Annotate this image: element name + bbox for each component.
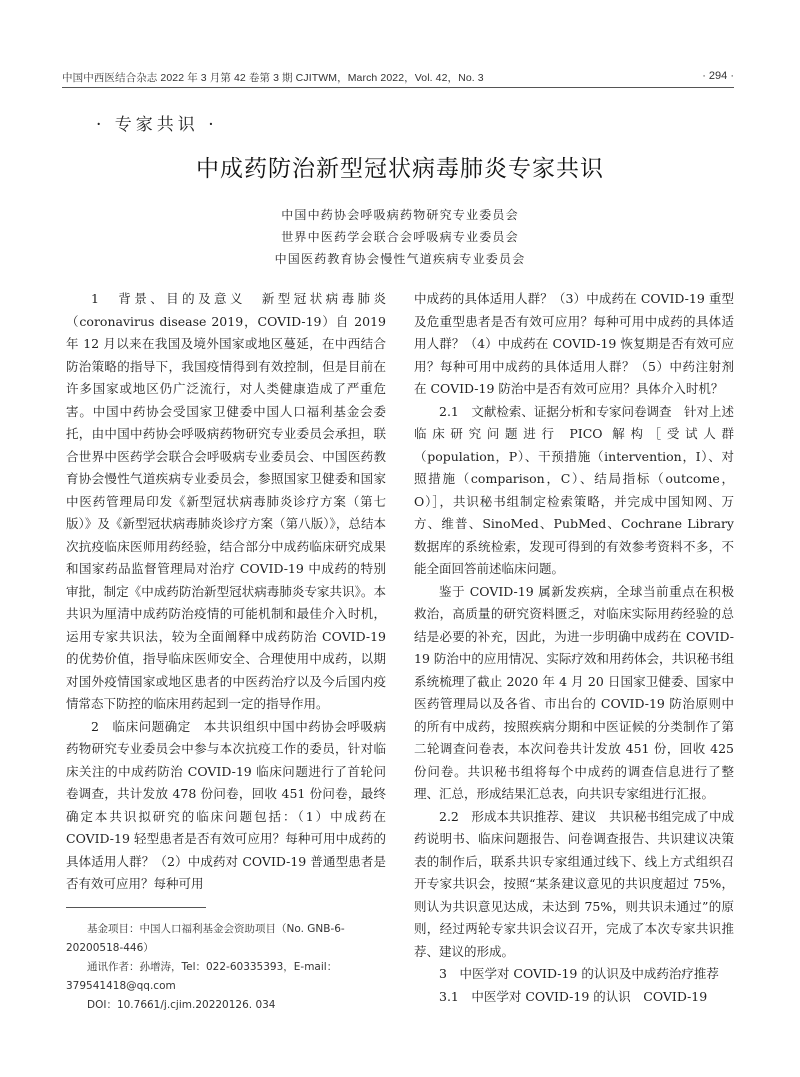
footnote-funding: 基金项目：中国人口福利基金会资助项目（No. GNB-6-20200518-446） [66, 923, 345, 954]
footnote-corresponding-author: 通讯作者：孙增涛，Tel：022-60335393，E-mail：379541418@qq.com [66, 961, 338, 992]
paragraph-survey: 鉴于 COVID-19 属新发疾病，全球当前重点在积极救治，高质量的研究资料匮乏，对临床实际用药经验的总结是必要的补充，因此，为进一步明确中成药在 COVID-19 防治中的应用情况、实际疗效和用药体会，共识秘书组系统梳理了截止 2020 年 4 月 20 日国家卫健委、国家中医药管理局以及各省、市出台的 COVID-19 防治原则中的所有中成药，按照疾病分期和中医证候的分类制作了第二轮调查问卷表，本次问卷共计发放 451 份，回收 425 份问卷。共识秘书组将每个中成药的调查信息进行了整理、汇总，形成结果汇总表，向共识专家组进行汇报。 [414, 583, 734, 801]
paragraph-questions-continued: 中成药的具体适用人群？（3）中成药在 COVID-19 重型及危重型患者是否有效可应用？每种可用中成药的具体适用人群？（4）中成药在 COVID-19 恢复期是否有效可应用？每种可用中成药的具体适用人群？（5）中药注射剂在 COVID-19 防治中是否有效可应用？具体介入时机？ [414, 291, 734, 396]
section-heading-3-1: 3.1 中医学对 COVID-19 的认识 COVID-19 [439, 988, 708, 1004]
footnotes [66, 920, 386, 1015]
organization-1: 中国中药协会呼吸病药物研究专业委员会 [281, 208, 519, 222]
organization-2: 世界中医药学会联合会呼吸病专业委员会 [281, 230, 519, 244]
paragraph-literature-search: 2.1 文献检索、证据分析和专家问卷调查 针对上述临床研究问题进行 PICO 解构［受试人群（population，P）、干预措施（intervention，I）、对照措施（comparison，C）、结局指标（outcome，O）］，共识秘书组制定检索策略，并完成中国知网、万方、维普、SinoMed、PubMed、Cochrane Library 数据库的系统检索，发现可得到的有效参考资料不多，不能全面回答前述临床问题。 [414, 403, 734, 576]
paragraph-consensus-formation: 2.2 形成本共识推荐、建议 共识秘书组完成了中成药说明书、临床问题报告、问卷调查报告、共识建议决策表的制作后，联系共识专家组通过线下、线上方式组织召开专家共识会，按照“某条建议意见的共识度超过 75%，则认为共识意见达成，未达到 75%，则共识未通过”的原则，经过两轮专家共识会议召开，完成了本次专家共识推荐、建议的形成。 [414, 808, 734, 959]
page-number: · 294 · [702, 70, 734, 82]
section-heading-3: 3 中医学对 COVID-19 的认识及中成药治疗推荐 [439, 966, 719, 981]
journal-header: 中国中西医结合杂志 2022 年 3 月第 42 卷第 3 期 CJITWM，March 2022，Vol. 42，No. 3 [62, 72, 484, 84]
footnote-doi: DOI：10.7661/j.cjim.20220126. 034 [87, 999, 276, 1011]
paragraph-clinical-questions: 2 临床问题确定 本共识组织中国中药协会呼吸病药物研究专业委员会中参与本次抗疫工作的委员，针对临床关注的中成药防治 COVID-19 临床问题进行了首轮问卷调查，共计发放 478 份问卷，回收 451 份问卷，最终确定本共识拟研究的临床问题包括：（1）中成药在 COVID-19 轻型患者是否有效可应用？每种可用中成药的具体适用人群？（2）中成药对 COVID-19 普通型患者是否有效可应用？每种可用 [66, 718, 386, 891]
section-tag: · 专家共识 · [96, 115, 218, 135]
right-column [414, 288, 734, 1008]
left-column [66, 288, 386, 896]
paragraph-background: 1 背景、目的及意义 新型冠状病毒肺炎（coronavirus disease 2019，COVID-19）自 2019 年 12 月以来在我国及境外国家或地区蔓延，在中西结合防治策略的指导下，我国疫情得到有效控制，但是目前在许多国家或地区仍广泛流行，对人类健康造成了严重危害。中国中药协会受国家卫健委中国人口福利基金会委托，由中国中药协会呼吸病药物研究专业委员会承担，联合世界中医药学会联合会呼吸病专业委员会、中国医药教育协会慢性气道疾病专业委员会，参照国家卫健委和国家中医药管理局印发《新型冠状病毒肺炎诊疗方案（第七版）》及《新型冠状病毒肺炎诊疗方案（第八版）》，总结本次抗疫临床医师用药经验，结合部分中成药临床研究成果和国家药品监督管理局对治疗 COVID-19 中成药的特别审批，制定《中成药防治新型冠状病毒肺炎专家共识》。本共识为厘清中成药防治疫情的可能机制和最佳介入时机，运用专家共识法，较为全面阐释中成药防治 COVID-19 的优势价值，指导临床医师安全、合理使用中成药，以期对国外疫情国家或地区患者的中医药治疗以及今后国内疫情常态下防控的临床用药起到一定的指导作用。 [66, 291, 386, 711]
header-rule [62, 87, 734, 88]
footnote-rule [66, 907, 206, 908]
article-title: 中成药防治新型冠状病毒肺炎专家共识 [196, 156, 604, 182]
organization-3: 中国医药教育协会慢性气道疾病专业委员会 [274, 252, 526, 266]
